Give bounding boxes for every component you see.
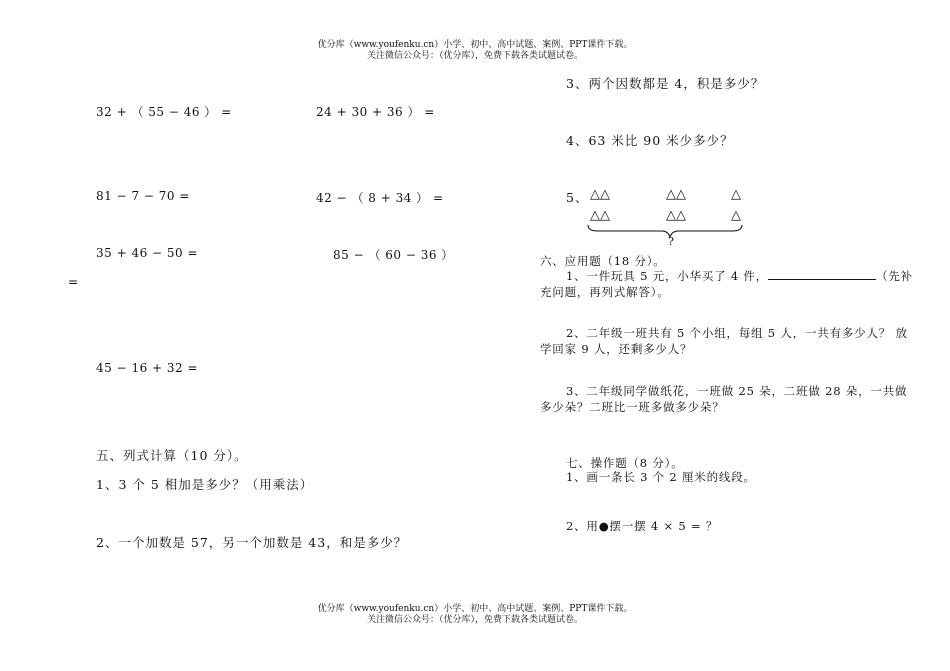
section-6-problem-1 <box>566 268 913 284</box>
section-7-problem-2: 2、用●摆一摆 4 × 5 = ？ <box>566 519 719 533</box>
triangle-group-3: △ <box>731 187 741 202</box>
section-5-question-1: 1、3 个 5 相加是多少？（用乘法） <box>96 477 314 492</box>
calc-item-3: 81 − 7 − 70 = <box>96 189 190 203</box>
triangle-group-2: △△ <box>666 187 686 202</box>
header-line-1: 优分库（www.youfenku.cn）小学、初中、高中试题、案例、PPT课件下载。 <box>317 40 633 50</box>
calc-item-6-equals: = <box>68 275 79 289</box>
section-5-title: 五、列式计算（10 分）。 <box>96 448 248 463</box>
calc-item-7: 45 − 16 + 32 = <box>96 361 199 375</box>
section-6-title: 六、应用题（18 分）。 <box>540 254 666 268</box>
section-7-problem-1: 1、画一条长 3 个 2 厘米的线段。 <box>566 470 756 484</box>
section-6-problem-1-hint: （先补 <box>876 269 913 283</box>
brace-icon <box>586 224 746 240</box>
triangle-group-6: △ <box>731 208 741 223</box>
section-6-problem-1-text: 1、一件玩具 5 元，小华买了 4 件， <box>566 269 769 283</box>
footer-line-1: 优分库（www.youfenku.cn）小学、初中、高中试题、案例、PPT课件下载。 <box>317 604 633 614</box>
right-question-4: 4、63 米比 90 米少多少？ <box>566 133 734 148</box>
header-line-2: 关注微信公众号：（优分库），免费下载各类试题试卷。 <box>366 51 583 61</box>
triangle-group-5: △△ <box>666 208 686 223</box>
section-7-title: 七、操作题（8 分）。 <box>566 456 684 470</box>
right-question-5-label: 5、 <box>566 190 589 205</box>
calc-item-5: 35 + 46 − 50 = <box>96 246 199 260</box>
triangle-group-1: △△ <box>590 187 610 202</box>
answer-blank[interactable] <box>768 268 876 280</box>
section-6-problem-1-continued: 充问题，再列式解答）。 <box>540 285 670 299</box>
right-question-3: 3、两个因数都是 4，积是多少？ <box>566 76 765 91</box>
section-6-problem-2-line-1: 2、二年级一班共有 5 个小组，每组 5 人，一共有多少人？ 放 <box>566 326 908 340</box>
footer-line-2: 关注微信公众号：（优分库），免费下载各类试题试卷。 <box>366 615 583 625</box>
section-5-question-2: 2、一个加数是 57，另一个加数是 43，和是多少？ <box>96 535 408 550</box>
calc-item-2: 24 + 30 + 36 ） = <box>316 105 435 119</box>
brace-question-mark: ? <box>668 235 674 248</box>
section-6-problem-2-line-2: 学回家 9 人，还剩多少人？ <box>540 342 693 356</box>
calc-item-1: 32 + （ 55 − 46 ） = <box>96 105 232 119</box>
section-6-problem-3-line-2: 多少朵？二班比一班多做多少朵？ <box>540 400 725 414</box>
triangle-group-4: △△ <box>590 208 610 223</box>
section-6-problem-3-line-1: 3、二年级同学做纸花，一班做 25 朵，二班做 28 朵，一共做 <box>566 384 908 398</box>
calc-item-6: 85 − （ 60 − 36 ） <box>333 248 454 262</box>
calc-item-4: 42 − （ 8 + 34 ） = <box>316 191 444 205</box>
